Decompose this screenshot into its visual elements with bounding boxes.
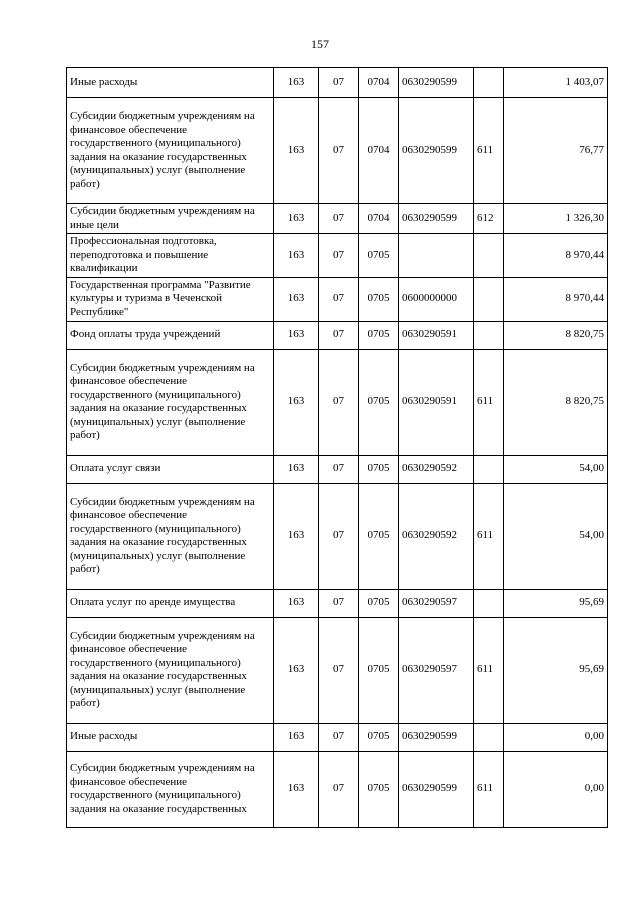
table-row bbox=[67, 751, 608, 827]
row-rz: 07 bbox=[319, 204, 359, 234]
row-sum: 54,00 bbox=[504, 483, 608, 589]
row-rz: 07 bbox=[319, 349, 359, 455]
row-ved: 163 bbox=[274, 589, 319, 617]
budget-table bbox=[66, 67, 608, 828]
row-ved: 163 bbox=[274, 751, 319, 827]
row-ved: 163 bbox=[274, 68, 319, 98]
row-csr: 0630290592 bbox=[399, 483, 474, 589]
row-ved: 163 bbox=[274, 455, 319, 483]
table-row bbox=[67, 617, 608, 723]
row-sum: 1 326,30 bbox=[504, 204, 608, 234]
row-rz: 07 bbox=[319, 277, 359, 321]
row-csr: 0630290597 bbox=[399, 589, 474, 617]
row-pr: 0705 bbox=[359, 617, 399, 723]
row-name: Субсидии бюджетным учреждениям на финансовое обеспечение государственного (муниципального) задания на оказание государственных bbox=[67, 751, 274, 827]
row-csr: 0600000000 bbox=[399, 277, 474, 321]
table-row bbox=[67, 723, 608, 751]
table-row bbox=[67, 483, 608, 589]
table-row bbox=[67, 68, 608, 98]
row-rz: 07 bbox=[319, 321, 359, 349]
row-sum: 76,77 bbox=[504, 98, 608, 204]
row-pr: 0705 bbox=[359, 234, 399, 278]
row-name: Субсидии бюджетным учреждениям на финансовое обеспечение государственного (муниципального) задания на оказание государственных (муниципальных) услуг (выполнение работ) bbox=[67, 349, 274, 455]
row-vr bbox=[474, 68, 504, 98]
row-csr: 0630290599 bbox=[399, 98, 474, 204]
table-row bbox=[67, 277, 608, 321]
row-name: Фонд оплаты труда учреждений bbox=[67, 321, 274, 349]
row-name: Субсидии бюджетным учреждениям на иные цели bbox=[67, 204, 274, 234]
row-pr: 0705 bbox=[359, 589, 399, 617]
row-sum: 8 820,75 bbox=[504, 349, 608, 455]
row-sum: 8 970,44 bbox=[504, 234, 608, 278]
row-ved: 163 bbox=[274, 234, 319, 278]
row-ved: 163 bbox=[274, 483, 319, 589]
table-row bbox=[67, 589, 608, 617]
row-csr: 0630290591 bbox=[399, 349, 474, 455]
row-rz: 07 bbox=[319, 483, 359, 589]
table-row bbox=[67, 349, 608, 455]
table-row bbox=[67, 98, 608, 204]
row-pr: 0705 bbox=[359, 723, 399, 751]
row-sum: 54,00 bbox=[504, 455, 608, 483]
row-name: Государственная программа "Развитие культуры и туризма в Чеченской Республике" bbox=[67, 277, 274, 321]
row-csr: 0630290591 bbox=[399, 321, 474, 349]
row-name: Профессиональная подготовка, переподготовка и повышение квалификации bbox=[67, 234, 274, 278]
row-vr: 611 bbox=[474, 751, 504, 827]
row-vr: 611 bbox=[474, 349, 504, 455]
row-ved: 163 bbox=[274, 723, 319, 751]
row-rz: 07 bbox=[319, 234, 359, 278]
row-ved: 163 bbox=[274, 617, 319, 723]
row-vr bbox=[474, 723, 504, 751]
row-csr: 0630290599 bbox=[399, 204, 474, 234]
row-ved: 163 bbox=[274, 277, 319, 321]
row-csr: 0630290599 bbox=[399, 723, 474, 751]
row-name: Субсидии бюджетным учреждениям на финансовое обеспечение государственного (муниципального) задания на оказание государственных (муниципальных) услуг (выполнение работ) bbox=[67, 98, 274, 204]
table-row bbox=[67, 204, 608, 234]
row-vr bbox=[474, 277, 504, 321]
row-pr: 0704 bbox=[359, 204, 399, 234]
row-rz: 07 bbox=[319, 751, 359, 827]
row-rz: 07 bbox=[319, 589, 359, 617]
row-name: Субсидии бюджетным учреждениям на финансовое обеспечение государственного (муниципального) задания на оказание государственных (муниципальных) услуг (выполнение работ) bbox=[67, 617, 274, 723]
row-name: Оплата услуг связи bbox=[67, 455, 274, 483]
row-sum: 1 403,07 bbox=[504, 68, 608, 98]
row-rz: 07 bbox=[319, 617, 359, 723]
row-csr: 0630290592 bbox=[399, 455, 474, 483]
table-row bbox=[67, 455, 608, 483]
row-vr: 612 bbox=[474, 204, 504, 234]
row-vr: 611 bbox=[474, 617, 504, 723]
row-vr: 611 bbox=[474, 98, 504, 204]
row-pr: 0704 bbox=[359, 98, 399, 204]
row-name: Оплата услуг по аренде имущества bbox=[67, 589, 274, 617]
row-rz: 07 bbox=[319, 723, 359, 751]
row-sum: 95,69 bbox=[504, 617, 608, 723]
row-ved: 163 bbox=[274, 98, 319, 204]
row-sum: 95,69 bbox=[504, 589, 608, 617]
row-pr: 0705 bbox=[359, 349, 399, 455]
row-name: Иные расходы bbox=[67, 68, 274, 98]
row-vr: 611 bbox=[474, 483, 504, 589]
row-name: Субсидии бюджетным учреждениям на финансовое обеспечение государственного (муниципального) задания на оказание государственных (муниципальных) услуг (выполнение работ) bbox=[67, 483, 274, 589]
table-row bbox=[67, 321, 608, 349]
row-pr: 0705 bbox=[359, 751, 399, 827]
row-csr: 0630290599 bbox=[399, 68, 474, 98]
table-row bbox=[67, 234, 608, 278]
row-pr: 0705 bbox=[359, 321, 399, 349]
page-number: 157 bbox=[311, 37, 329, 51]
row-vr bbox=[474, 455, 504, 483]
row-sum: 8 970,44 bbox=[504, 277, 608, 321]
row-ved: 163 bbox=[274, 349, 319, 455]
row-csr: 0630290597 bbox=[399, 617, 474, 723]
row-sum: 8 820,75 bbox=[504, 321, 608, 349]
row-name: Иные расходы bbox=[67, 723, 274, 751]
row-pr: 0705 bbox=[359, 277, 399, 321]
row-sum: 0,00 bbox=[504, 723, 608, 751]
row-rz: 07 bbox=[319, 455, 359, 483]
row-ved: 163 bbox=[274, 321, 319, 349]
row-pr: 0705 bbox=[359, 483, 399, 589]
row-vr bbox=[474, 321, 504, 349]
row-pr: 0705 bbox=[359, 455, 399, 483]
row-pr: 0704 bbox=[359, 68, 399, 98]
row-csr bbox=[399, 234, 474, 278]
row-vr bbox=[474, 589, 504, 617]
row-rz: 07 bbox=[319, 68, 359, 98]
row-vr bbox=[474, 234, 504, 278]
row-rz: 07 bbox=[319, 98, 359, 204]
row-ved: 163 bbox=[274, 204, 319, 234]
row-csr: 0630290599 bbox=[399, 751, 474, 827]
row-sum: 0,00 bbox=[504, 751, 608, 827]
